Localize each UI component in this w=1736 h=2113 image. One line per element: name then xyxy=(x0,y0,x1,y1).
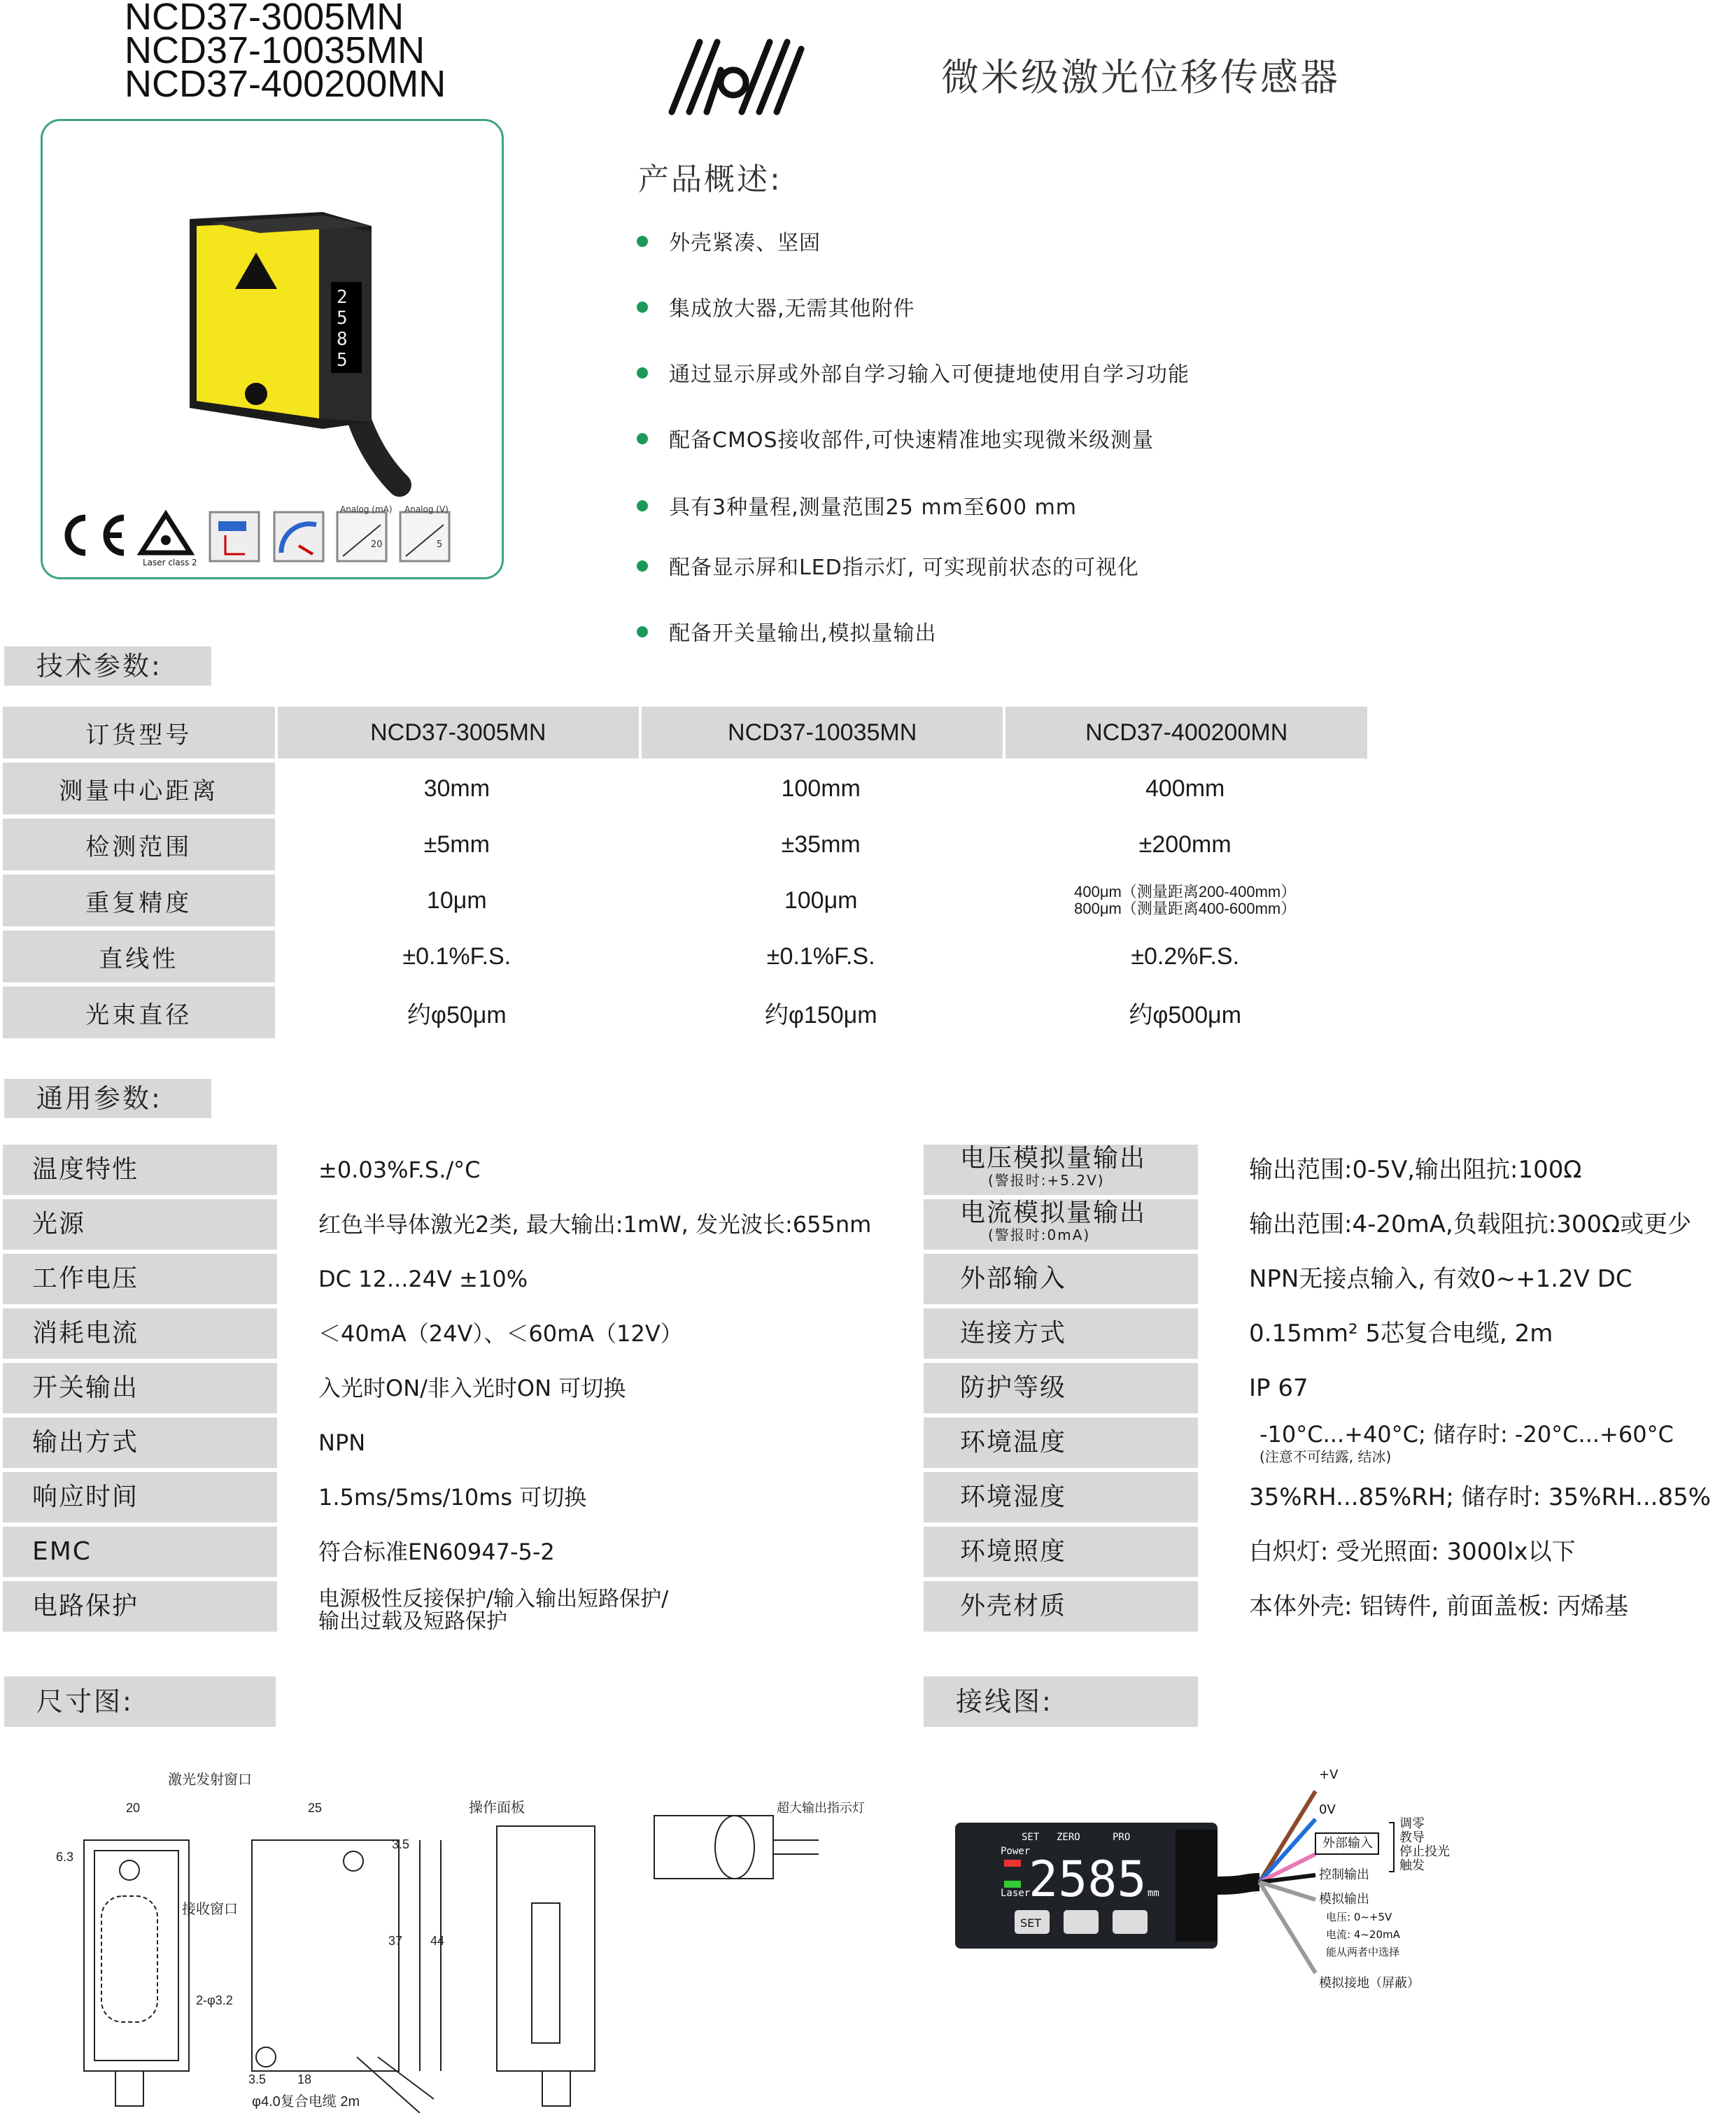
tech-section-title: 技术参数: xyxy=(4,646,211,686)
feature-item: 配备CMOS接收部件,可快速精准地实现微米级测量 xyxy=(637,423,1154,453)
dim-label: φ4.0复合电缆 2m xyxy=(252,2094,360,2110)
analog-ma-icon xyxy=(337,504,393,561)
general-row-label: 开关输出 xyxy=(3,1363,277,1413)
label-text: 电流模拟量输出 xyxy=(960,1199,1147,1227)
svg-text:Analog (V): Analog (V) xyxy=(404,504,449,514)
wire-label: 控制输出 xyxy=(1319,1867,1369,1882)
panel-display: 2585 xyxy=(1029,1851,1147,1908)
svg-text:37: 37 xyxy=(388,1934,403,1948)
analog-v-icon xyxy=(400,504,449,561)
switching-output-icon xyxy=(210,512,259,561)
bullet-icon xyxy=(637,302,648,313)
general-row-label xyxy=(924,1472,1198,1522)
feature-item: 具有3种量程,测量范围25 mm至600 mm xyxy=(637,490,1077,521)
table-header-model: NCD37-10035MN xyxy=(639,707,1003,758)
analog-note: 电流: 4~20mA xyxy=(1326,1928,1400,1941)
feature-item: 通过显示屏或外部自学习输入可便捷地使用自学习功能 xyxy=(637,357,1190,388)
general-row-label xyxy=(924,1199,1198,1250)
ce-mark-icon xyxy=(68,518,124,553)
dim-label: 接收窗口 xyxy=(182,1902,238,1917)
sensor-photo-icon xyxy=(43,121,502,513)
general-row-label: 工作电压 xyxy=(3,1254,277,1304)
wire-label: 0V xyxy=(1319,1802,1336,1817)
adjust-gauge-icon xyxy=(274,512,323,561)
model-title: NCD37-10035MN xyxy=(125,29,425,71)
label-sub: (警报时:+5.2V) xyxy=(988,1172,1105,1189)
svg-text:6.3: 6.3 xyxy=(56,1850,74,1864)
repeatability-note: 400μm（测量距离200-400mm） 800μm（测量距离400-600mm） xyxy=(1074,883,1297,917)
general-row-value: 输出范围:4-20mA,负载阻抗:300Ω或更少 xyxy=(1249,1210,1692,1238)
general-row-value: 白炽灯: 受光照面: 3000lx以下 xyxy=(1249,1538,1576,1566)
analog-note: 能从两者中选择 xyxy=(1326,1946,1400,1958)
fn-label: 停止投光 xyxy=(1399,1844,1450,1859)
wire-label: +V xyxy=(1319,1767,1339,1782)
bullet-icon xyxy=(637,500,648,511)
svg-text:3.5: 3.5 xyxy=(392,1837,410,1851)
general-row-value: 输出范围:0-5V,输出阻抗:100Ω xyxy=(1249,1156,1582,1184)
table-header-row xyxy=(3,707,1367,758)
label-text: 外部输入 xyxy=(960,1264,1067,1293)
general-row-label xyxy=(924,1581,1198,1632)
general-row-value xyxy=(318,1588,668,1633)
table-header-model: NCD37-3005MN xyxy=(275,707,639,758)
svg-text:8: 8 xyxy=(337,329,348,350)
svg-text:Power: Power xyxy=(1001,1846,1031,1857)
general-row-value: NPN无接点输入, 有效0~+1.2V DC xyxy=(1249,1265,1632,1293)
label-text: 环境照度 xyxy=(960,1537,1067,1566)
set-button: SET xyxy=(1020,1916,1042,1930)
general-row-value: ±0.03%F.S./°C xyxy=(318,1157,481,1183)
analog-note: 电压: 0~+5V xyxy=(1326,1911,1392,1923)
label-text: 连接方式 xyxy=(960,1319,1067,1348)
general-row-value: 入光时ON/非入光时ON 可切换 xyxy=(318,1375,626,1401)
dimension-drawing xyxy=(42,1763,868,2113)
general-row-value: 红色半导体激光2类, 最大输出:1mW, 发光波长:655nm xyxy=(318,1211,872,1238)
label-text: 防护等级 xyxy=(960,1373,1067,1402)
svg-text:3.5: 3.5 xyxy=(248,2072,267,2086)
laser-class-icon xyxy=(141,514,197,567)
overview-title: 产品概述: xyxy=(638,162,782,197)
table-row: 检测范围 ±5mm ±35mm ±200mm xyxy=(3,819,1367,870)
general-row-value: NPN xyxy=(318,1429,366,1456)
bullet-icon xyxy=(637,560,648,572)
model-title-list xyxy=(125,0,446,105)
label-text: 外壳材质 xyxy=(960,1592,1067,1620)
general-row-label: 电路保护 xyxy=(3,1581,277,1632)
svg-text:5: 5 xyxy=(337,308,348,329)
svg-text:Laser: Laser xyxy=(1001,1888,1031,1899)
wire-label: 模拟接地（屏蔽） xyxy=(1319,1976,1420,1991)
general-row-label: 响应时间 xyxy=(3,1472,277,1522)
table-row: 直线性 ±0.1%F.S. ±0.1%F.S. ±0.2%F.S. xyxy=(3,931,1367,982)
general-row-label: 输出方式 xyxy=(3,1418,277,1468)
general-row-value: 本体外壳: 铝铸件, 前面盖板: 丙烯基 xyxy=(1249,1592,1629,1620)
general-row-label xyxy=(924,1363,1198,1413)
general-row-label xyxy=(924,1254,1198,1304)
fn-label: 触发 xyxy=(1399,1858,1425,1873)
general-row-value: ＜40mA（24V）、＜60mA（12V） xyxy=(318,1320,683,1347)
svg-text:18: 18 xyxy=(297,2072,312,2086)
feature-item: 配备显示屏和LED指示灯, 可实现前状态的可视化 xyxy=(637,550,1139,581)
general-row-value: 1.5ms/5ms/10ms 可切换 xyxy=(318,1484,587,1511)
general-row-value: 35%RH...85%RH; 储存时: 35%RH...85% xyxy=(1249,1483,1712,1511)
bullet-icon xyxy=(637,433,648,444)
svg-text:ZERO: ZERO xyxy=(1057,1832,1080,1843)
dim-label: 操作面板 xyxy=(469,1800,525,1816)
table-row: 光束直径 约φ50μm 约φ150μm 约φ500μm xyxy=(3,987,1367,1038)
label-text: 环境温度 xyxy=(960,1428,1067,1457)
svg-text:20: 20 xyxy=(371,539,383,550)
feature-item: 配备开关量输出,模拟量输出 xyxy=(637,616,937,646)
label-sub: (警报时:0mA) xyxy=(988,1227,1091,1243)
general-row-value: 符合标准EN60947-5-2 xyxy=(318,1539,555,1565)
dim-label: 激光发射窗口 xyxy=(168,1772,252,1788)
dim-label: 2-φ3.2 xyxy=(196,1993,233,2007)
table-header-label: 订货型号 xyxy=(3,707,275,758)
dimension-section-title: 尺寸图: xyxy=(4,1676,276,1727)
general-row-value: 0.15mm² 5芯复合电缆, 2m xyxy=(1249,1320,1553,1348)
general-row-label xyxy=(924,1527,1198,1577)
general-section-title: 通用参数: xyxy=(4,1079,211,1118)
svg-text:Analog (mA): Analog (mA) xyxy=(340,504,393,514)
svg-text:PRO: PRO xyxy=(1113,1832,1131,1843)
brand-logo-icon xyxy=(651,28,812,119)
general-row-label: 温度特性 xyxy=(3,1145,277,1195)
wiring-section-title: 接线图: xyxy=(924,1676,1198,1727)
wire-label: 模拟输出 xyxy=(1319,1892,1369,1907)
svg-text:5: 5 xyxy=(437,539,443,550)
model-title: NCD37-3005MN xyxy=(125,0,404,38)
general-row-label xyxy=(924,1145,1198,1195)
wiring-diagram xyxy=(952,1763,1721,2106)
product-title: 微米级激光位移传感器 xyxy=(941,55,1340,99)
table-row: 重复精度 10μm 100μm 400μm（测量距离200-400mm） 800μm（测量距离400-600mm） xyxy=(3,875,1367,926)
table-header-model: NCD37-400200MN xyxy=(1003,707,1367,758)
label-text: 电压模拟量输出 xyxy=(960,1144,1147,1173)
svg-text:44: 44 xyxy=(430,1934,445,1948)
bullet-icon xyxy=(637,626,648,637)
tech-spec-table xyxy=(3,702,1367,1043)
model-title: NCD37-400200MN xyxy=(125,63,446,105)
laser-class-label: Laser class 2 xyxy=(143,558,197,567)
value-line: 输出过载及短路保护 xyxy=(318,1609,507,1634)
general-row-label: 光源 xyxy=(3,1199,277,1250)
bullet-icon xyxy=(637,236,648,247)
general-row-label xyxy=(924,1418,1198,1468)
svg-text:5: 5 xyxy=(337,350,348,371)
certification-row xyxy=(50,504,498,567)
wire-label: 外部输入 xyxy=(1322,1836,1373,1851)
value-line: 电源极性反接保护/输入输出短路保护/ xyxy=(318,1587,669,1611)
dim-label: 超大输出指示灯 xyxy=(777,1801,865,1815)
general-row-label: 消耗电流 xyxy=(3,1308,277,1359)
bullet-icon xyxy=(637,367,648,379)
svg-text:25: 25 xyxy=(308,1801,323,1815)
value-line: -10°C...+40°C; 储存时: -20°C...+60°C xyxy=(1259,1421,1674,1448)
svg-text:20: 20 xyxy=(126,1801,141,1815)
general-row-label xyxy=(924,1308,1198,1359)
general-row-value: DC 12...24V ±10% xyxy=(318,1266,528,1292)
general-row-value xyxy=(1259,1420,1674,1465)
fn-label: 调零 xyxy=(1399,1816,1425,1831)
general-row-label: EMC xyxy=(3,1527,277,1577)
table-row: 测量中心距离 30mm 100mm 400mm xyxy=(3,763,1367,814)
general-row-value: IP 67 xyxy=(1249,1374,1308,1402)
feature-item: 集成放大器,无需其他附件 xyxy=(637,291,915,322)
label-text: 环境湿度 xyxy=(960,1483,1067,1511)
feature-item: 外壳紧凑、坚固 xyxy=(637,225,821,256)
svg-text:SET: SET xyxy=(1022,1832,1040,1843)
svg-text:mm: mm xyxy=(1148,1888,1159,1899)
fn-label: 教导 xyxy=(1399,1830,1425,1845)
svg-text:2: 2 xyxy=(337,287,348,308)
value-note: (注意不可结露, 结冰) xyxy=(1259,1448,1392,1465)
